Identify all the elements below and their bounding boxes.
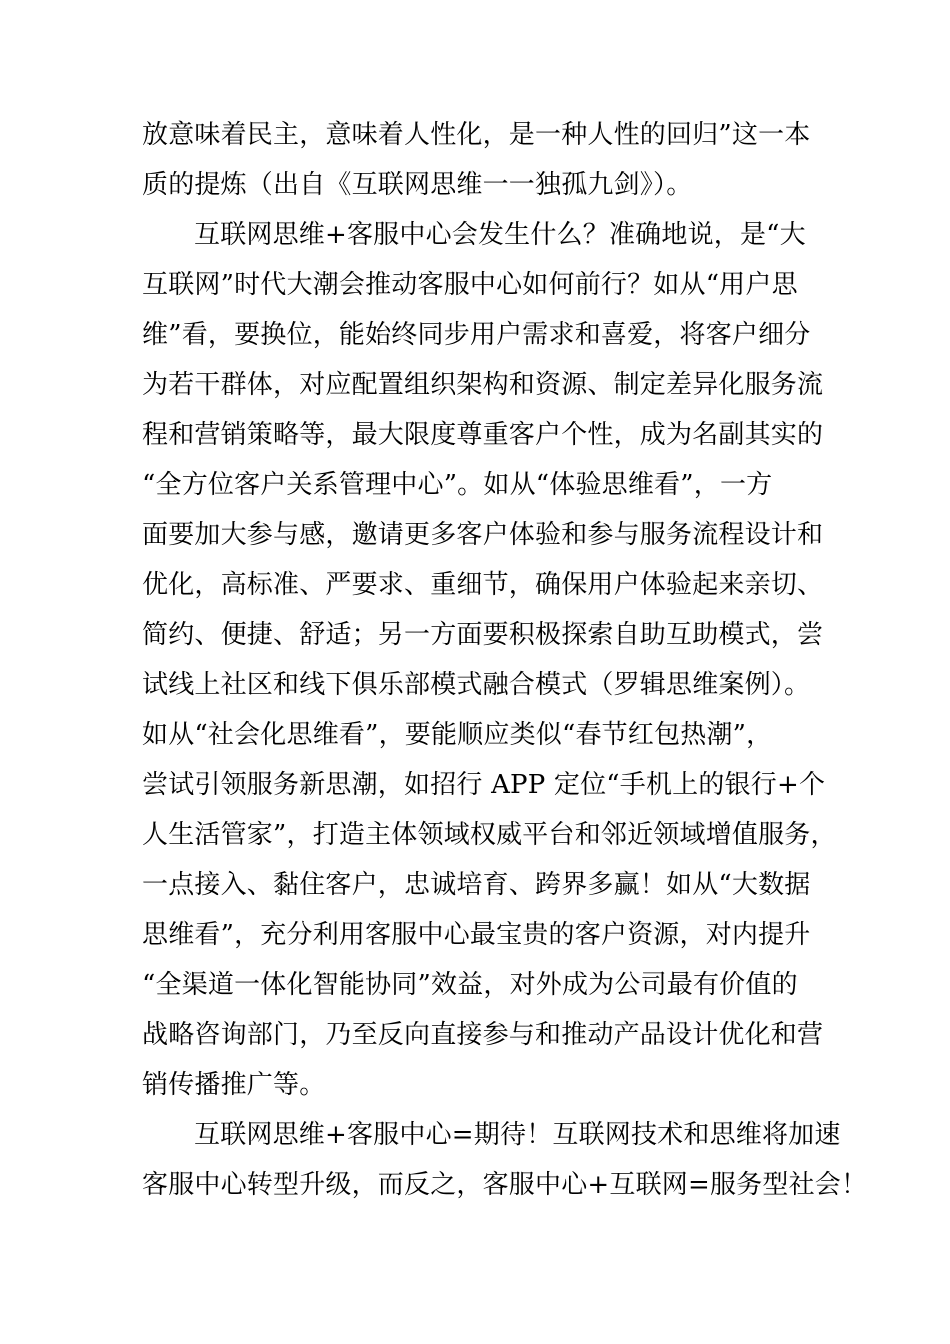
text-line: “全方位客户关系管理中心”。如从“体验思维看”，一方: [142, 470, 773, 500]
text-line: 试线上社区和线下俱乐部模式融合模式（罗辑思维案例）。: [142, 670, 811, 700]
text-line: 思维看”，充分利用客服中心最宝贵的客户资源，对内提升: [142, 920, 811, 950]
text-line: 面要加大参与感，邀请更多客户体验和参与服务流程设计和: [142, 520, 824, 550]
text-line: 互联网”时代大潮会推动客服中心如何前行？如从“用户思: [142, 270, 798, 300]
text-line: 互联网思维+客服中心会发生什么？准确地说，是“大: [194, 220, 806, 250]
text-line: 互联网思维+客服中心=期待！互联网技术和思维将加速: [194, 1120, 841, 1150]
body-text: [142, 110, 868, 1210]
text-line: 客服中心转型升级，而反之，客服中心+互联网=服务型社会！: [142, 1170, 868, 1200]
text-line: 一点接入、黏住客户，忠诚培育、跨界多赢！如从“大数据: [142, 870, 811, 900]
text-line: 放意味着民主，意味着人性化，是一种人性的回归”这一本: [142, 120, 811, 150]
text-line: 人生活管家”，打造主体领域权威平台和邻近领域增值服务，: [142, 820, 837, 850]
paragraph-2: [142, 210, 837, 1110]
text-line: “全渠道一体化智能协同”效益，对外成为公司最有价值的: [142, 970, 798, 1000]
text-line: 尝试引领服务新思潮，如招行 APP 定位“手机上的银行+个: [142, 770, 826, 800]
text-line: 战略咨询部门，乃至反向直接参与和推动产品设计优化和营: [142, 1020, 824, 1050]
paragraph-1: [142, 110, 818, 210]
text-line: 简约、便捷、舒适；另一方面要积极探索自助互助模式，尝: [142, 620, 824, 650]
text-line: 程和营销策略等，最大限度尊重客户个性，成为名副其实的: [142, 420, 824, 450]
text-line: 质的提炼（出自《互联网思维一一独孤九剑》）。: [142, 170, 693, 200]
text-line: 维”看，要换位，能始终同步用户需求和喜爱，将客户细分: [142, 320, 811, 350]
paragraph-3: [142, 1110, 868, 1210]
text-line: 为若干群体，对应配置组织架构和资源、制定差异化服务流: [142, 370, 824, 400]
text-line: 销传播推广等。: [142, 1070, 326, 1100]
text-line: 如从“社会化思维看”，要能顺应类似“春节红包热潮”，: [142, 720, 773, 750]
text-line: 优化，高标准、严要求、重细节，确保用户体验起来亲切、: [142, 570, 824, 600]
